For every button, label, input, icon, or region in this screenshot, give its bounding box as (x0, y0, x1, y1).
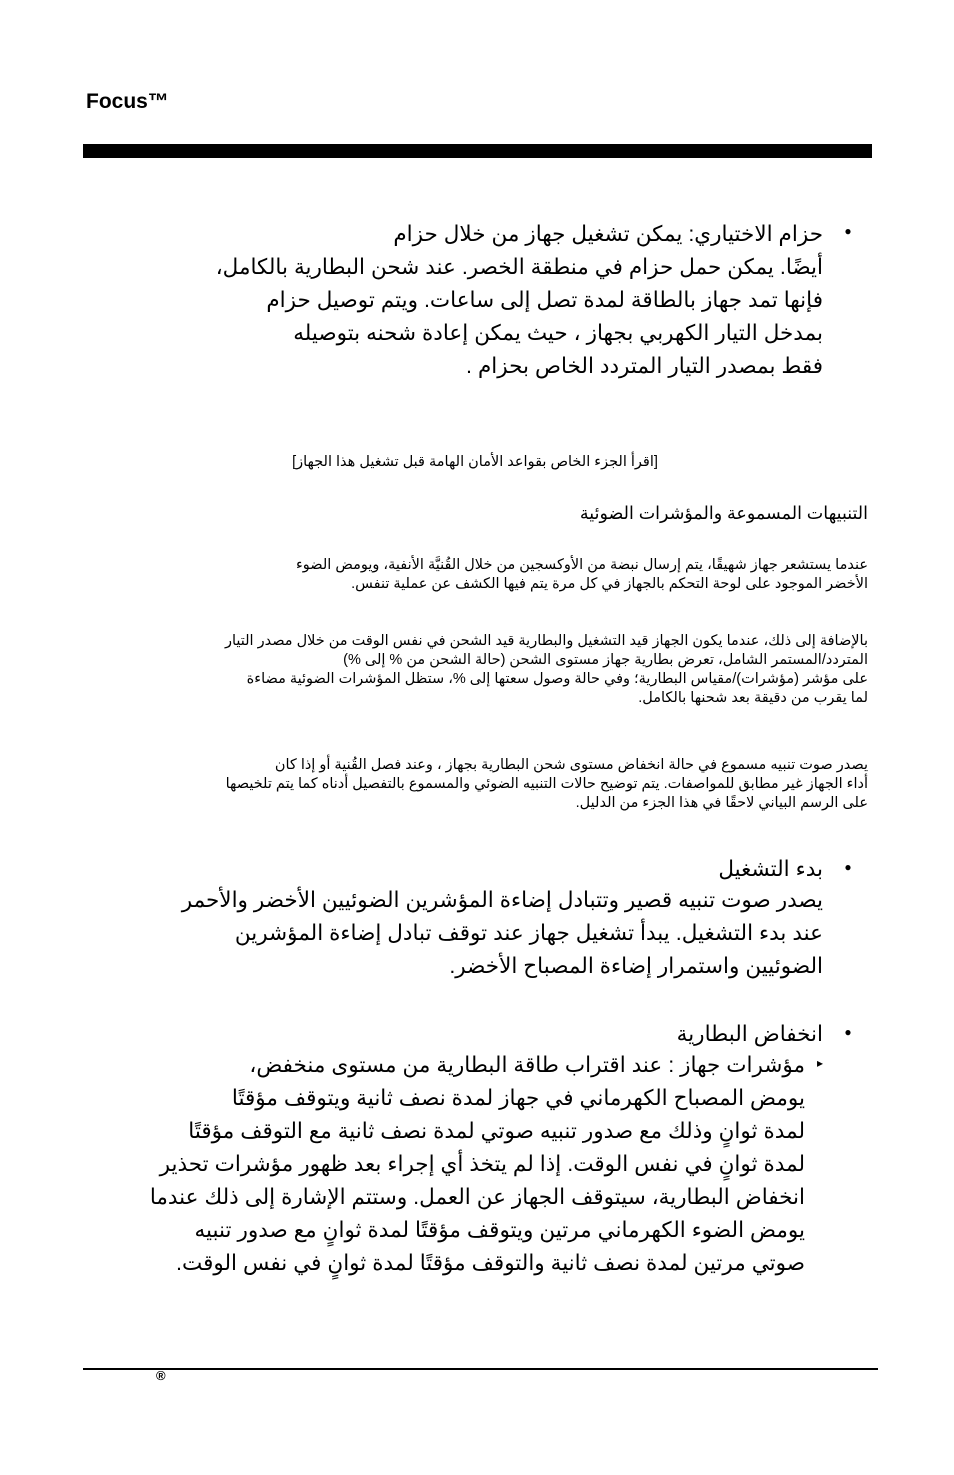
paragraph-line: على مؤشر (مؤشرات)/مقياس البطارية؛ وفي حالة وصول سعتها إلى %، ستظل المؤشرات الضوئية مضاءة (246, 671, 868, 687)
top-rule (83, 144, 872, 158)
low-battery-line: لمدة ثوانٍ وذلك مع صدور تنبيه صوتي لمدة نصف ثانية مع التوقف مؤقتًا (188, 1119, 805, 1143)
paragraph-line: المتردد/المستمر الشامل، تعرض بطارية جهاز مستوى الشحن (حالة الشحن من % إلى %) (343, 652, 868, 668)
registered-mark: ® (156, 1368, 166, 1383)
bullet-icon: ● (844, 1025, 852, 1039)
low-battery-section (105, 1019, 873, 1280)
belt-line: أيضًا. يمكن حمل حزام في منطقة الخصر. عند شحن البطارية بالكامل، (215, 255, 823, 279)
belt-section (105, 218, 873, 383)
bullet-icon: ● (844, 224, 852, 238)
low-battery-line: يومض الضوء الكهرماني مرتين ويتوقف مؤقتًا لمدة ثوانٍ مع صدور تنبيه (194, 1218, 805, 1242)
startup-line: عند بدء التشغيل. يبدأ تشغيل جهاز عند توقف تبادل إضاءة المؤشرين (234, 921, 823, 945)
indicators-heading: التنبيهات المسموعة والمؤشرات الضوئية (579, 503, 868, 523)
paragraph-line: أداء الجهاز غير مطابق للمواصفات. يتم توضيح حالات التنبيه الضوئي والمسموع بالتفصيل أدناه كما يتم تلخيصها (225, 776, 868, 792)
paragraph-line: لما يقرب من دقيقة بعد شحنها بالكامل. (638, 690, 868, 706)
paragraph-line: بالإضافة إلى ذلك، عندما يكون الجهاز قيد التشغيل والبطارية قيد الشحن في نفس الوقت من خلال مصدر التيار (224, 633, 868, 649)
paragraph-audible-alarm (90, 756, 868, 813)
low-battery-title: انخفاض البطارية (676, 1022, 823, 1046)
belt-line: حزام الاختياري: يمكن تشغيل جهاز من خلال حزام (393, 222, 823, 246)
low-battery-line: انخفاض البطارية، سيتوقف الجهاز عن العمل. وستتم الإشارة إلى ذلك عندما (149, 1185, 805, 1209)
startup-line: الضوئيين واستمرار إضاءة المصباح الأخضر. (449, 954, 823, 978)
paragraph-battery-charging (90, 632, 868, 708)
low-battery-line: صوتي مرتين لمدة نصف ثانية والتوقف مؤقتًا لمدة ثوانٍ في نفس الوقت. (176, 1251, 805, 1275)
low-battery-line: يومض المصباح الكهرماني في جهاز لمدة نصف ثانية ويتوقف مؤقتًا (231, 1086, 805, 1110)
low-battery-line: مؤشرات جهاز : عند اقتراب طاقة البطارية من مستوى منخفض، (249, 1053, 805, 1077)
low-battery-line: لمدة ثوانٍ في نفس الوقت. إذا لم يتخذ أي إجراء بعد ظهور مؤشرات تحذير (159, 1152, 805, 1176)
belt-line: بمدخل التيار الكهربي بجهاز ، حيث يمكن إعادة شحنه بتوصيله (293, 321, 823, 345)
sub-bullet-icon: ▸ (816, 1056, 823, 1070)
bullet-icon: ● (844, 860, 852, 874)
paragraph-line: على الرسم البياني لاحقًا في هذا الجزء من الدليل. (575, 795, 868, 811)
safety-note: [اقرأ الجزء الخاص بقواعد الأمان الهامة قبل تشغيل هذا الجهاز] (292, 454, 658, 470)
paragraph-breath-detection (90, 556, 868, 594)
bottom-rule (83, 1368, 878, 1370)
paragraph-line: عندما يستشعر جهاز شهيقًا، يتم إرسال نبضة من الأوكسجين من خلال القُنيَّة الأنفية، ويومض الضوء (295, 557, 868, 573)
startup-line: يصدر صوت تنبيه قصير وتتبادل إضاءة المؤشرين الضوئيين الأخضر والأحمر (181, 888, 823, 912)
header-title: Focus™ (86, 90, 169, 113)
paragraph-line: الأخضر الموجود على لوحة التحكم بالجهاز في كل مرة يتم فيها الكشف عن عملية تنفس. (351, 576, 868, 592)
startup-title: بدء التشغيل (718, 857, 823, 881)
startup-section (105, 854, 873, 983)
belt-line: فإنها تمد جهاز بالطاقة لمدة تصل إلى ساعات. ويتم توصيل حزام (266, 288, 823, 312)
paragraph-line: يصدر صوت تنبيه مسموع في حالة انخفاض مستوى شحن البطارية بجهاز ، وعند فصل القُنية أو إذا كان (274, 757, 868, 773)
belt-line: فقط بمصدر التيار المتردد الخاص بحزام . (466, 354, 823, 378)
